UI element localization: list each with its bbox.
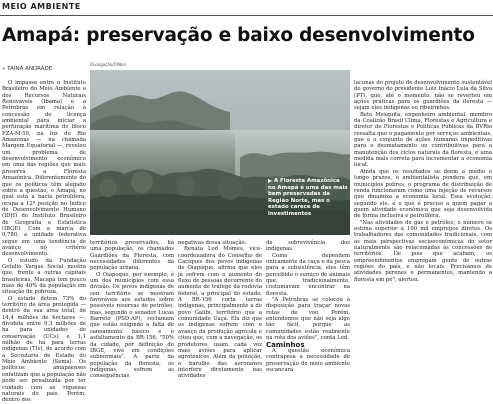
photo-caption bbox=[268, 178, 348, 217]
headline: Amapá: preservação e baixo desenvolvimento bbox=[2, 25, 475, 46]
subheading: Caminhos bbox=[266, 340, 305, 349]
caption-text: A Floresta Amazônica no Amapá é uma das mais bem preservadas da Região Norte, mas o estado carece de investimentos bbox=[268, 178, 348, 217]
paragraph: Como dependem unicamente da caça e da pesca para a subsistência, eles têm percebido o sumiço de animais que, tradicionalmente, costumavam encontrar na floresta. bbox=[266, 252, 350, 297]
section-header bbox=[0, 0, 493, 16]
byline: » TAINÁ ANDRADE bbox=[2, 66, 53, 72]
paragraph: O impasse entre o Instituto Brasileiro do Meio Ambiente e dos Recursos Naturais Renováveis (Ibama) e a Petrobras em relação à concessão de licença ambiental para iniciar a perfuração marítima do bloco FZA-M-59, na foz do Rio Amazonas — na chamada Margem Equatorial —, revelou um problema de desenvolvimento econômico em uma das regiões que mais preserva a Floresta Amazônica. Diferentemente do que os políticos têm alegado sobre a questão, o Amapá, no qual está a bacia petrolífera, ocupa a 12ª posição no Índice de Desenvolvimento Humano (IDH) do Instituto Brasileiro de Geografia e Estatística (IBGE). Com a marca de 0,780, a unidade federativa segue em uma tendência de avanço no critério desenvolvimento. bbox=[2, 80, 86, 258]
article-column-4 bbox=[266, 240, 350, 400]
paragraph: de sobrevivência dos indígenas. bbox=[266, 240, 350, 253]
paragraph: lacunas do projeto de desenvolvimento sustentável do governo do presidente Luiz Inácio Lula da Silva (PT), que, até o momento, não se reverteu em ações práticas para os guardiões da floresta — sejam eles indígenas ou ribeirinhos. bbox=[354, 80, 492, 112]
paragraph: O estado detém 73% do território de área protegida — dentro da sua área total, de 14,4 milhões de hectares —, dividida entre 9,3 milhões de ha para unidades de conservação (UCs) e 1,1 milhão de ha para terras indígenas (TIs), de acordo com a Secretaria de Estado do Meio Ambiente (Sema). Os políticos amapaenses enfatizam que a população não pode ser penalizada por ter cuidado com as riquezas naturais do país. Porém, dentro dos bbox=[2, 295, 86, 404]
section-label: MEIO AMBIENTE bbox=[2, 2, 81, 11]
article-column-1 bbox=[2, 80, 86, 404]
paragraph: Beto Mesquita, engenheiro ambiental, membro da Coalizão Brasil Clima, Florestas e Agricultura e diretor de Florestas e Políticas Públicas da BVRio ressalta que o pagamento por serviços ambientais, que é o conjunto de ações humanas impeditivas para o desmatamento ou contribuitivas para a manutenção dos ciclos naturais da floresta, é uma medida mais correta para incrementar a economia local. bbox=[354, 111, 492, 169]
article-column-5 bbox=[354, 80, 492, 400]
paragraph: "Nas atividades de gás e petróleo, o número se estima superior a 100 mil empregos diretos. Os trabalhadores das comunidades tradicionais, com as mais perspectivas socioeconômicas do setor naturalmente são relacionadas às concessões de territórios. De pois que acabam, os empreendimentos empregam gente de outras regiões do país, e não locais. Precisamos de atividades perenes e permanentes, mantendo a floresta em pé", alertou. bbox=[354, 219, 492, 283]
paragraph: A questão econômica contrapesa a necessidade de preservação do meio ambiente escancara bbox=[266, 347, 350, 373]
paragraph: O Oiapoque, por exemplo, é um dos municípios com essa divisão. Os povos indígenas de seu território se mostram favoráveis aos estudos sobre possíveis reservas de petróleo, mas, segundo o senador Lucas Barreto (PSD-AP), reclamam que estão exigindo a falta de saneamento básico e o asfaltamento da BR-156, "50% da cidade, por definição do IBGE, vive em condições subnormais". A parte da população da floresta, os indígenas, sofrem as consequências bbox=[90, 271, 174, 380]
caption-triangle-icon bbox=[268, 179, 272, 183]
paragraph: "A Petrobras se colocou à disposição para traçar novas rotas de voo. Porém, entendemos que não seja algo tão fácil, porque as comunidades estão realmente na rota dos aviões", conta Lod. bbox=[266, 297, 350, 342]
paragraph: Ainda que os resultados se deem a médio e longo prazos, o ambientalista pondera que, em municípios pobres, o programa de distribuição de renda funcionaram como uma injeção de recursos que dinamiza a economia local. Essa evolução, segundo ele, é o que é preciso a quem pagar a quem atividade econômica que seja desenvolvida de forma inclusiva e petrolífera. bbox=[354, 168, 492, 220]
photo-credit: Divulgação/CMbio bbox=[90, 62, 126, 67]
article-column-2 bbox=[90, 240, 174, 400]
paragraph: O estudo da Fundação Getulio Vargas Social mostra que, frente a outras capitais brasileiras, Macapá tem pouco mais de 40% da população em situação de pobreza. bbox=[2, 257, 86, 296]
paragraph: Renata Lod Momes, vice-coordenadora do Conselho de Caciques dos povos indígenas de Oiapoque, afirma que eles já sofrem com o aumento do fluxo de pessoas decorrente do aumento de tráfego da rodovia federal, a principal do estado. A BR-156 corta terras indígenas, principalmente a do povo Galibi, território que a comunidade Uaçá. Ela diz que os indígenas sofrem com o avanço da produção agrícola e citou que, com a navegação, os produtores usam cada vez mais aviões para aplicar agrotóxicos. Além da poluição, o barulho das aeronaves interfere diretamente nas atividades bbox=[178, 246, 262, 380]
article-column-3 bbox=[178, 240, 262, 400]
paragraph: negativas dessa situação. bbox=[178, 240, 247, 246]
paragraph: territórios preservados, há uma população, os chamados Guardiões da Floresta, com necessidades diferentes da população urbana. bbox=[90, 240, 174, 272]
